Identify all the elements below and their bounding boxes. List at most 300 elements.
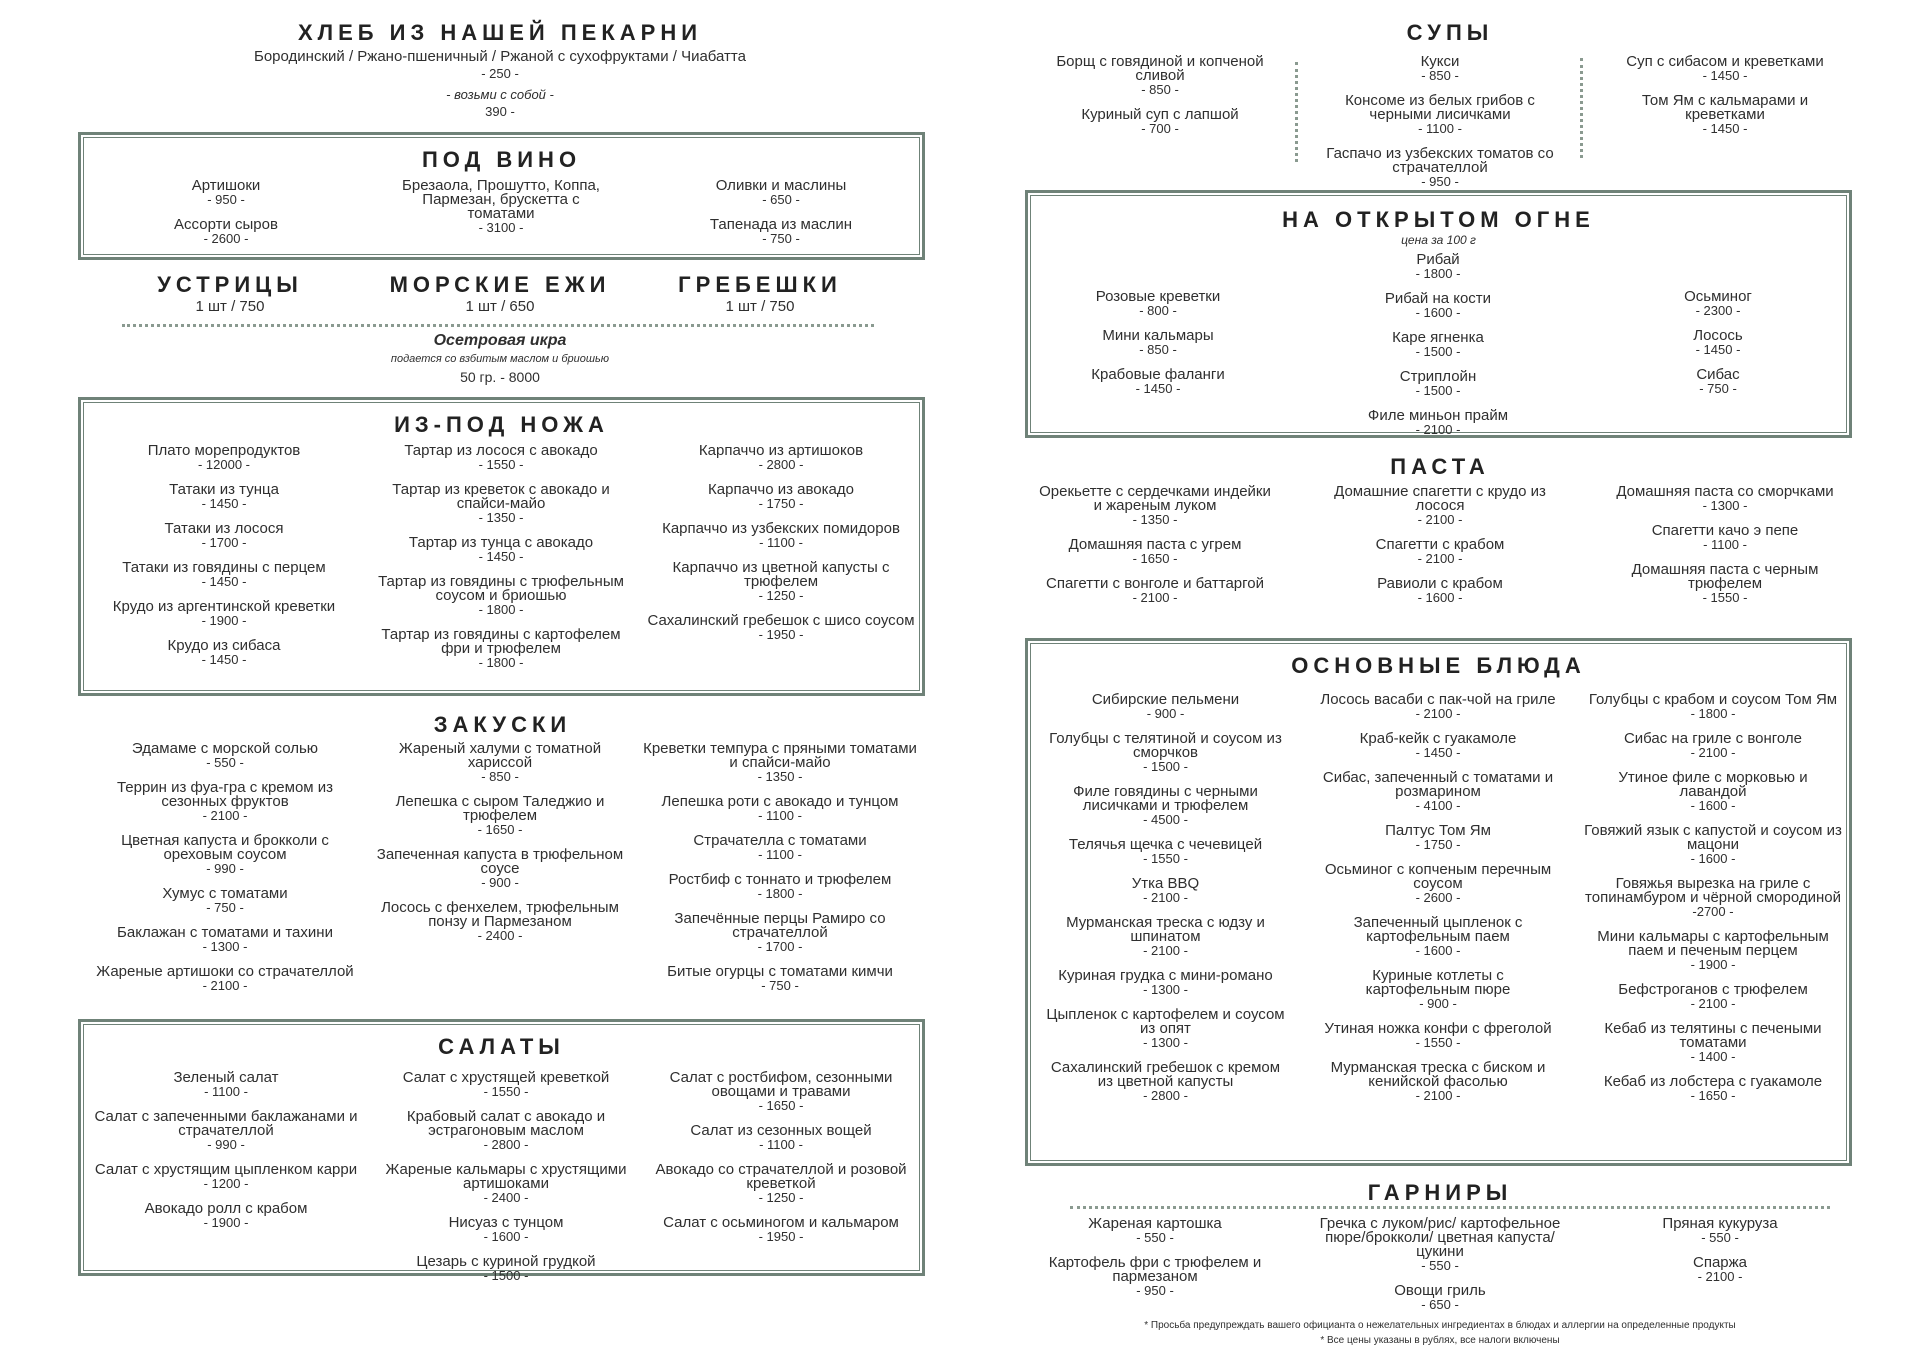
dish-price: - 2100 -: [1415, 706, 1461, 721]
wine-col-1: [121, 179, 331, 257]
dish-price: - 1100 -: [758, 808, 802, 823]
menu-item: [1318, 732, 1558, 760]
dish-name: Авокадо со страчателлой и розовой креветкой: [655, 1161, 907, 1192]
dish-name: Татаки из говядины с перцем: [122, 559, 326, 576]
dish-price: - 1900 -: [201, 613, 247, 628]
dish-price: - 800 -: [1139, 303, 1177, 318]
menu-item: [370, 742, 630, 784]
dish-price: - 2100 -: [1697, 1269, 1743, 1284]
dish-name: Тартар из креветок с авокадо и спайси-майо: [392, 481, 610, 512]
knife-col-3: [646, 444, 916, 653]
caviar-desc: подается со взбитым маслом и бриошью: [390, 353, 610, 365]
menu-item: [1040, 1217, 1270, 1245]
dish-name: Спагетти качо э пепе: [1651, 522, 1799, 539]
menu-item: [371, 1255, 641, 1283]
menu-item: [1320, 538, 1560, 566]
dish-price: - 900 -: [1419, 996, 1457, 1011]
dish-name: Ростбиф с тоннато и трюфелем: [668, 871, 892, 888]
fire-box: [1025, 190, 1852, 438]
dish-price: - 2100 -: [1417, 551, 1463, 566]
dish-price: - 1700 -: [757, 939, 803, 954]
dish-price: - 1100 -: [758, 847, 802, 862]
caviar-block: [300, 332, 700, 385]
menu-item: [1048, 290, 1268, 318]
bread-price: - 250 -: [481, 66, 519, 81]
menu-item: [646, 1071, 916, 1113]
wine-col-2: [391, 179, 611, 246]
dish-name: Домашняя паста с угрем: [1068, 536, 1242, 553]
dish-name: Кебаб из телятины с печеными томатами: [1604, 1020, 1822, 1051]
dish-name: Тартар из говядины с картофелем фри и трюфелем: [381, 626, 621, 657]
dish-price: - 550 -: [1136, 1230, 1174, 1245]
bread-block: [80, 48, 920, 120]
dish-price: - 2100 -: [1132, 590, 1178, 605]
menu-item: [371, 575, 631, 617]
dish-name: Сибас, запеченный с томатами и розмарином: [1322, 769, 1554, 800]
dish-price: - 2800 -: [483, 1137, 529, 1152]
dish-name: Лосось: [1693, 327, 1743, 344]
menu-item: [1583, 771, 1843, 813]
bread-title: ХЛЕБ ИЗ НАШЕЙ ПЕКАРНИ: [297, 20, 703, 45]
dish-name: Лосось васаби с пак-чой на гриле: [1320, 691, 1556, 708]
menu-item: [89, 483, 359, 511]
menu-item: [1043, 785, 1288, 827]
dish-price: - 990 -: [207, 1137, 245, 1152]
menu-item: [1043, 732, 1288, 774]
menu-item: [646, 614, 916, 642]
menu-item: [1043, 1061, 1288, 1103]
menu-item: [1328, 409, 1548, 437]
dish-name: Татаки из лосося: [164, 520, 284, 537]
dish-price: - 12000 -: [197, 457, 251, 472]
salads-col-3: [646, 1071, 916, 1255]
dish-price: - 4100 -: [1415, 798, 1461, 813]
menu-item: [1328, 253, 1548, 281]
sides-col-3: [1620, 1217, 1820, 1295]
dish-name: Утиное филе с морковью и лавандой: [1618, 769, 1808, 800]
dish-name: Овощи гриль: [1394, 1282, 1486, 1299]
fire-col-3: [1618, 290, 1818, 407]
dish-name: Краб-кейк с гуакамоле: [1359, 730, 1517, 747]
menu-item: [91, 1202, 361, 1230]
dish-price: - 1300 -: [1143, 982, 1188, 997]
dish-price: - 1550 -: [1415, 1035, 1461, 1050]
dish-name: Салат с ростбифом, сезонными овощами и травами: [669, 1069, 893, 1100]
menu-item: [1328, 331, 1548, 359]
dish-price: - 900 -: [1146, 706, 1185, 721]
dish-name: Цыпленок с картофелем и соусом из опят: [1046, 1006, 1285, 1037]
menu-item: [1320, 55, 1560, 83]
urchins-title: МОРСКИЕ ЕЖИ: [389, 272, 611, 297]
dish-name: Жареный халуми с томатной хариссой: [398, 740, 602, 771]
menu-item: [1583, 930, 1843, 972]
dish-price: - 1350 -: [757, 769, 803, 784]
dish-price: - 1800 -: [757, 886, 803, 901]
dish-name: Телячья щечка с чечевицей: [1068, 836, 1263, 853]
dish-price: - 1650 -: [477, 822, 523, 837]
dish-price: - 1900 -: [1690, 957, 1736, 972]
dish-name: Карпаччо из цветной капусты с трюфелем: [672, 559, 890, 590]
dish-name: Ассорти сыров: [174, 216, 278, 233]
dish-price: - 1100 -: [759, 1137, 803, 1152]
dish-price: - 550 -: [1421, 1258, 1459, 1273]
caviar-price: 50 гр. - 8000: [460, 369, 540, 385]
menu-item: [646, 1216, 916, 1244]
dish-price: - 2100 -: [1143, 943, 1188, 958]
dish-name: Лосось с фенхелем, трюфельным понзу и Пармезаном: [381, 899, 619, 930]
dish-name: Салат с хрустящей креветкой: [402, 1069, 610, 1086]
dish-price: - 2400 -: [477, 928, 523, 943]
dish-name: Мини кальмары: [1102, 327, 1214, 344]
dish-name: Спагетти с крабом: [1375, 536, 1505, 553]
dish-name: Сибас на гриле с вонголе: [1623, 730, 1803, 747]
dish-price: - 1450 -: [201, 496, 247, 511]
dish-price: - 1600 -: [1417, 590, 1463, 605]
dish-name: Брезаола, Прошутто, Коппа, Пармезан, брускетта с томатами: [402, 177, 600, 222]
dish-name: Жареные кальмары с хрустящими артишоками: [385, 1161, 627, 1192]
dish-price: - 950 -: [1136, 1283, 1174, 1298]
dish-name: Лепешка роти с авокадо и тунцом: [661, 793, 899, 810]
dish-price: - 1900 -: [203, 1215, 249, 1230]
menu-item: [1320, 485, 1560, 527]
menu-item: [1043, 916, 1288, 958]
dish-name: Бефстроганов с трюфелем: [1618, 981, 1808, 998]
snacks-col-2: [370, 742, 630, 954]
dish-price: - 1350 -: [478, 510, 524, 525]
menu-item: [1618, 290, 1818, 318]
menu-item: [1583, 732, 1843, 760]
menu-item: [90, 926, 360, 954]
sides-col-2: [1310, 1217, 1570, 1323]
scallops-title: ГРЕБЕШКИ: [678, 272, 842, 297]
dish-price: - 850 -: [1421, 68, 1459, 83]
dish-name: Голубцы с крабом и соусом Том Ям: [1588, 691, 1838, 708]
menu-item: [1040, 1256, 1270, 1298]
dish-name: Страчателла с томатами: [693, 832, 867, 849]
dish-name: Осьминог с копченым перечным соусом: [1324, 861, 1552, 892]
dish-price: - 1450 -: [1135, 381, 1181, 396]
menu-item: [1618, 329, 1818, 357]
dish-name: Пряная кукуруза: [1662, 1215, 1778, 1232]
dish-price: - 1550 -: [1702, 590, 1748, 605]
dish-name: Палтус Том Ям: [1385, 822, 1491, 839]
dish-name: Террин из фуа-гра с кремом из сезонных фруктов: [116, 779, 334, 810]
dish-price: - 2100 -: [1417, 512, 1463, 527]
dish-price: - 1600 -: [1690, 851, 1736, 866]
dish-name: Борщ с говядиной и копченой сливой: [1056, 53, 1264, 84]
menu-item: [1050, 108, 1270, 136]
soups-col-2: [1320, 55, 1560, 200]
dish-name: Говяжий язык с капустой и соусом из мацони: [1584, 822, 1842, 853]
menu-item: [1583, 693, 1843, 721]
menu-item: [1043, 1008, 1288, 1050]
menu-item: [1043, 838, 1288, 866]
dish-name: Суп с сибасом и креветками: [1626, 53, 1824, 70]
soups-title: СУПЫ: [1406, 20, 1494, 45]
menu-item: [1618, 368, 1818, 396]
pasta-col-2: [1320, 485, 1560, 616]
menu-item: [90, 834, 360, 876]
dish-name: Филе миньон прайм: [1367, 407, 1509, 424]
menu-item: [371, 1071, 641, 1099]
dish-price: - 2600 -: [1415, 890, 1461, 905]
dish-name: Баклажан с томатами и тахини: [117, 924, 333, 941]
dish-name: Мурманская треска с биском и кенийской фасолью: [1330, 1059, 1546, 1090]
menu-item: [121, 218, 331, 246]
dish-price: - 1450 -: [1702, 68, 1748, 83]
dish-name: Спаржа: [1692, 1254, 1748, 1271]
dish-name: Орекьетте с сердечками индейки и жареным луком: [1039, 483, 1271, 514]
dish-price: - 1350 -: [1132, 512, 1178, 527]
dish-name: Артишоки: [191, 177, 261, 194]
pasta-col-3: [1610, 485, 1840, 616]
dish-price: - 650 -: [1421, 1297, 1459, 1312]
sea-urchins: [380, 272, 620, 315]
menu-item: [370, 795, 630, 837]
menu-item: [1328, 292, 1548, 320]
menu-item: [640, 834, 920, 862]
menu-item: [1035, 485, 1275, 527]
dish-name: Куриный суп с лапшой: [1081, 106, 1239, 123]
dish-name: Равиоли с крабом: [1377, 575, 1503, 592]
menu-item: [90, 742, 360, 770]
dish-name: Салат с запеченными баклажанами и страчателлой: [94, 1108, 358, 1139]
menu-item: [1310, 1217, 1570, 1273]
mains-col-2: [1318, 693, 1558, 1114]
dish-name: Лепешка с сыром Таледжио и трюфелем: [395, 793, 605, 824]
menu-item: [89, 444, 359, 472]
dish-price: - 700 -: [1141, 121, 1179, 136]
dish-price: - 1600 -: [1415, 943, 1461, 958]
dish-price: - 1800 -: [478, 602, 524, 617]
fire-col-1: [1048, 290, 1268, 407]
menu-item: [371, 536, 631, 564]
dish-price: - 1550 -: [483, 1084, 529, 1099]
menu-item: [370, 901, 630, 943]
dish-price: - 1300 -: [202, 939, 248, 954]
menu-item: [371, 444, 631, 472]
dish-name: Карпаччо из авокадо: [708, 481, 854, 498]
dish-name: Тапенада из маслин: [709, 216, 853, 233]
dish-price: - 2600 -: [203, 231, 249, 246]
dish-price: - 1800 -: [1690, 706, 1736, 721]
menu-item: [1318, 1061, 1558, 1103]
dish-price: - 1800 -: [1415, 266, 1461, 281]
menu-item: [371, 1110, 641, 1152]
menu-item: [640, 742, 920, 784]
dish-price: - 1500 -: [1143, 759, 1188, 774]
dish-price: - 2100 -: [202, 978, 248, 993]
menu-item: [121, 179, 331, 207]
menu-item: [1610, 524, 1840, 552]
dish-price: - 1700 -: [201, 535, 247, 550]
dish-price: - 850 -: [1139, 342, 1177, 357]
salads-title: САЛАТЫ: [438, 1034, 565, 1059]
dish-name: Домашняя паста со сморчками: [1616, 483, 1834, 500]
dish-name: Тартар из говядины с трюфельным соусом и бриошью: [378, 573, 624, 604]
dish-name: Осьминог: [1684, 288, 1752, 305]
dish-price: - 2800 -: [758, 457, 804, 472]
fire-title: НА ОТКРЫТОМ ОГНЕ: [1282, 207, 1595, 232]
oysters-price: 1 шт / 750: [195, 298, 265, 315]
dish-name: Кукси: [1420, 53, 1460, 70]
dish-price: - 1100 -: [204, 1084, 248, 1099]
menu-item: [671, 218, 891, 246]
dish-price: - 1550 -: [1143, 851, 1188, 866]
menu-item: [1050, 55, 1270, 97]
menu-item: [1318, 969, 1558, 1011]
mains-title: ОСНОВНЫЕ БЛЮДА: [1291, 653, 1586, 678]
dish-price: - 1950 -: [758, 1229, 804, 1244]
dish-name: Том Ям с кальмарами и креветками: [1641, 92, 1809, 123]
dish-price: - 2100 -: [1415, 1088, 1461, 1103]
menu-item: [90, 887, 360, 915]
dish-name: Салат с хрустящим цыпленком карри: [94, 1161, 358, 1178]
menu-item: [1583, 877, 1843, 919]
dotted-divider: [122, 324, 874, 327]
menu-item: [391, 179, 611, 235]
scallops: [660, 272, 860, 315]
dish-price: - 1550 -: [478, 457, 524, 472]
dish-price: - 1650 -: [1132, 551, 1178, 566]
dish-price: - 900 -: [481, 875, 519, 890]
dish-name: Нисуаз с тунцом: [448, 1214, 564, 1231]
menu-item: [91, 1071, 361, 1099]
dish-price: - 2300 -: [1695, 303, 1741, 318]
menu-item: [370, 848, 630, 890]
footer-note-2: * Все цены указаны в рублях, все налоги включены: [1320, 1335, 1560, 1346]
menu-item: [90, 965, 360, 993]
dish-price: - 1200 -: [203, 1176, 249, 1191]
menu-item: [89, 600, 359, 628]
menu-item: [1615, 55, 1835, 83]
dish-name: Цветная капуста и брокколи с ореховым соусом: [121, 832, 329, 863]
menu-item: [1610, 563, 1840, 605]
dish-price: - 1600 -: [1690, 798, 1736, 813]
dish-name: Эдамаме с морской солью: [131, 740, 319, 757]
dish-name: Куриные котлеты с картофельным пюре: [1365, 967, 1511, 998]
dish-name: Тартар из тунца с авокадо: [408, 534, 594, 551]
menu-item: [1318, 824, 1558, 852]
sides-title: ГАРНИРЫ: [1367, 1180, 1513, 1205]
menu-item: [1318, 863, 1558, 905]
dish-price: - 1450 -: [1695, 342, 1741, 357]
dish-name: Салат из сезонных вощей: [690, 1122, 872, 1139]
menu-item: [1035, 577, 1275, 605]
salads-col-1: [91, 1071, 361, 1241]
mains-col-3: [1583, 693, 1843, 1114]
dish-name: Оливки и маслины: [715, 177, 847, 194]
menu-item: [371, 1163, 641, 1205]
knife-col-2: [371, 444, 631, 681]
dish-name: Цезарь с куриной грудкой: [416, 1253, 596, 1270]
dish-price: - 1250 -: [758, 588, 804, 603]
menu-item: [1583, 1022, 1843, 1064]
soups-col-3: [1615, 55, 1835, 147]
dish-name: Филе говядины с черными лисичками и трюфелем: [1073, 783, 1258, 814]
menu-item: [1583, 983, 1843, 1011]
dish-price: - 2100 -: [1143, 890, 1188, 905]
menu-item: [671, 179, 891, 207]
dish-name: Авокадо ролл с крабом: [144, 1200, 308, 1217]
dish-price: - 1450 -: [1702, 121, 1748, 136]
dish-price: - 1750 -: [1415, 837, 1461, 852]
dish-price: - 850 -: [1141, 82, 1179, 97]
dish-price: - 2100 -: [1690, 996, 1736, 1011]
dish-name: Крудо из аргентинской креветки: [112, 598, 336, 615]
pasta-title: ПАСТА: [1390, 454, 1490, 479]
menu-item: [646, 522, 916, 550]
dish-name: Домашние спагетти с крудо из лосося: [1334, 483, 1546, 514]
dish-price: - 750 -: [206, 900, 244, 915]
knife-box: [78, 397, 925, 696]
dish-price: - 2800 -: [1143, 1088, 1188, 1103]
dish-name: Карпаччо из узбекских помидоров: [662, 520, 900, 537]
dish-price: - 990 -: [206, 861, 244, 876]
menu-item: [371, 1216, 641, 1244]
menu-item: [1620, 1217, 1820, 1245]
menu-item: [1318, 771, 1558, 813]
dish-price: - 1500 -: [483, 1268, 529, 1283]
dish-name: Крудо из сибаса: [167, 637, 281, 654]
dish-name: Запеченный цыпленок с картофельным паем: [1353, 914, 1523, 945]
dish-price: - 2100 -: [202, 808, 248, 823]
salads-box: [78, 1019, 925, 1283]
dish-name: Запеченная капуста в трюфельном соусе: [376, 846, 624, 877]
dish-name: Каре ягненка: [1392, 329, 1484, 346]
dish-price: - 1300 -: [1143, 1035, 1188, 1050]
dish-name: Гречка с луком/рис/ картофельное пюре/брокколи/ цветная капуста/цукини: [1319, 1215, 1561, 1260]
wine-col-3: [671, 179, 891, 257]
dish-price: - 1450 -: [201, 574, 247, 589]
soups-col-1: [1050, 55, 1270, 147]
oysters: [130, 272, 330, 315]
menu-item: [1320, 577, 1560, 605]
dish-price: - 4500 -: [1143, 812, 1188, 827]
menu-item: [640, 912, 920, 954]
caviar-title: Осетровая икра: [433, 332, 567, 349]
menu-item: [89, 561, 359, 589]
menu-item: [371, 628, 631, 670]
menu-item: [646, 444, 916, 472]
sides-col-1: [1040, 1217, 1270, 1309]
dish-name: Салат с осьминогом и кальмаром: [663, 1214, 899, 1231]
menu-item: [1048, 329, 1268, 357]
dish-name: Жареные артишоки со страчателлой: [96, 963, 354, 980]
dish-price: - 950 -: [207, 192, 245, 207]
fire-col-2: [1328, 253, 1548, 448]
dish-name: Битые огурцы с томатами кимчи: [667, 963, 893, 980]
menu-item: [1620, 1256, 1820, 1284]
mains-box: [1025, 638, 1852, 1166]
scallops-price: 1 шт / 750: [725, 298, 795, 315]
dish-price: - 1400 -: [1690, 1049, 1736, 1064]
menu-item: [646, 1163, 916, 1205]
dish-name: Говяжья вырезка на гриле с топинамбуром и чёрной смородиной: [1585, 875, 1841, 906]
takeaway-label: - возьми с собой -: [446, 87, 554, 102]
dish-price: - 1600 -: [1415, 305, 1461, 320]
dish-name: Голубцы с телятиной и соусом из сморчков: [1049, 730, 1282, 761]
menu-item: [1318, 916, 1558, 958]
menu-item: [1328, 370, 1548, 398]
dish-name: Гаспачо из узбекских томатов со страчателлой: [1326, 145, 1554, 176]
dish-price: - 1750 -: [758, 496, 804, 511]
mains-col-1: [1043, 693, 1288, 1114]
knife-title: ИЗ-ПОД НОЖА: [394, 412, 609, 437]
dish-name: Запечённые перцы Рамиро со страчателлой: [674, 910, 886, 941]
dish-name: Консоме из белых грибов с черными лисичками: [1345, 92, 1535, 123]
menu-item: [1310, 1284, 1570, 1312]
